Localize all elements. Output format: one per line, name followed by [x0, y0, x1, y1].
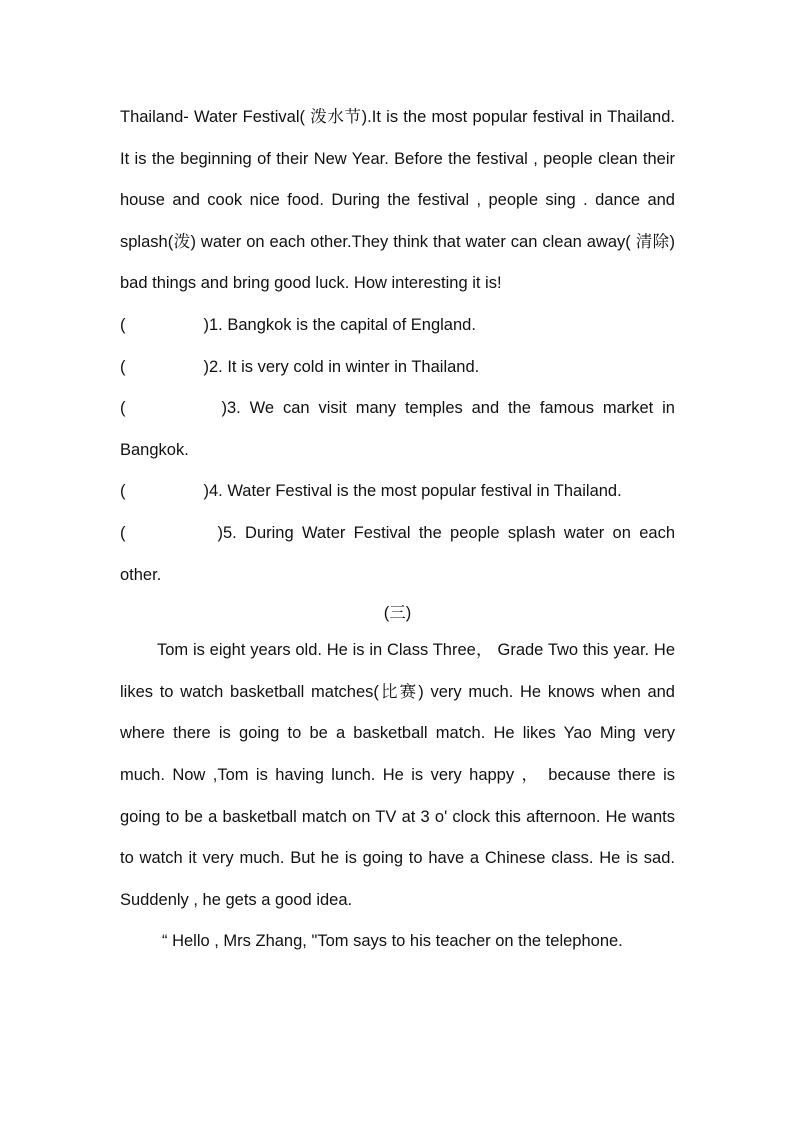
- question-text: )3. We can visit many temples and the famous market in Bangkok.: [120, 399, 675, 459]
- true-false-questions: [120, 305, 675, 596]
- question-5: [120, 513, 675, 596]
- question-3: [120, 388, 675, 471]
- question-text: )1. Bangkok is the capital of England.: [203, 315, 476, 334]
- answer-blank-open: (: [120, 482, 126, 501]
- section-title: (三): [383, 604, 412, 623]
- passage-tom-paragraph: Tom is eight years old. He is in Class Three， Grade Two this year. He likes to watch basketball matches(比赛) very much. He knows when and where there is going to be a basketball match. He likes Yao Ming very much. Now ,Tom is having lunch. He is very happy ， because there is going to be a basketball match on TV at 3 o' clock this afternoon. He wants to watch it very much. But he is going to have a Chinese class. He is sad. Suddenly , he gets a good idea.: [120, 641, 675, 909]
- answer-blank-open: (: [120, 523, 126, 542]
- question-1: [120, 305, 675, 347]
- question-2: [120, 347, 675, 389]
- question-text: )4. Water Festival is the most popular festival in Thailand.: [203, 482, 622, 501]
- passage-water-festival: Thailand- Water Festival( 泼水节).It is the most popular festival in Thailand. It is the beginning of their New Year. Before the festival , people clean their house and cook nice food. During the festival , people sing . dance and splash(泼) water on each other.They think that water can clean away( 清除) bad things and bring good luck. How interesting it is!: [120, 108, 675, 293]
- answer-blank-open: (: [120, 315, 126, 334]
- answer-blank-open: (: [120, 357, 126, 376]
- document-page: [120, 97, 675, 963]
- question-4: [120, 471, 675, 513]
- passage-tom-dialogue: “ Hello , Mrs Zhang, "Tom says to his teacher on the telephone.: [162, 932, 623, 951]
- question-text: )2. It is very cold in winter in Thailand.: [203, 357, 480, 376]
- question-text: )5. During Water Festival the people splash water on each other.: [120, 523, 675, 584]
- answer-blank-open: (: [120, 399, 126, 418]
